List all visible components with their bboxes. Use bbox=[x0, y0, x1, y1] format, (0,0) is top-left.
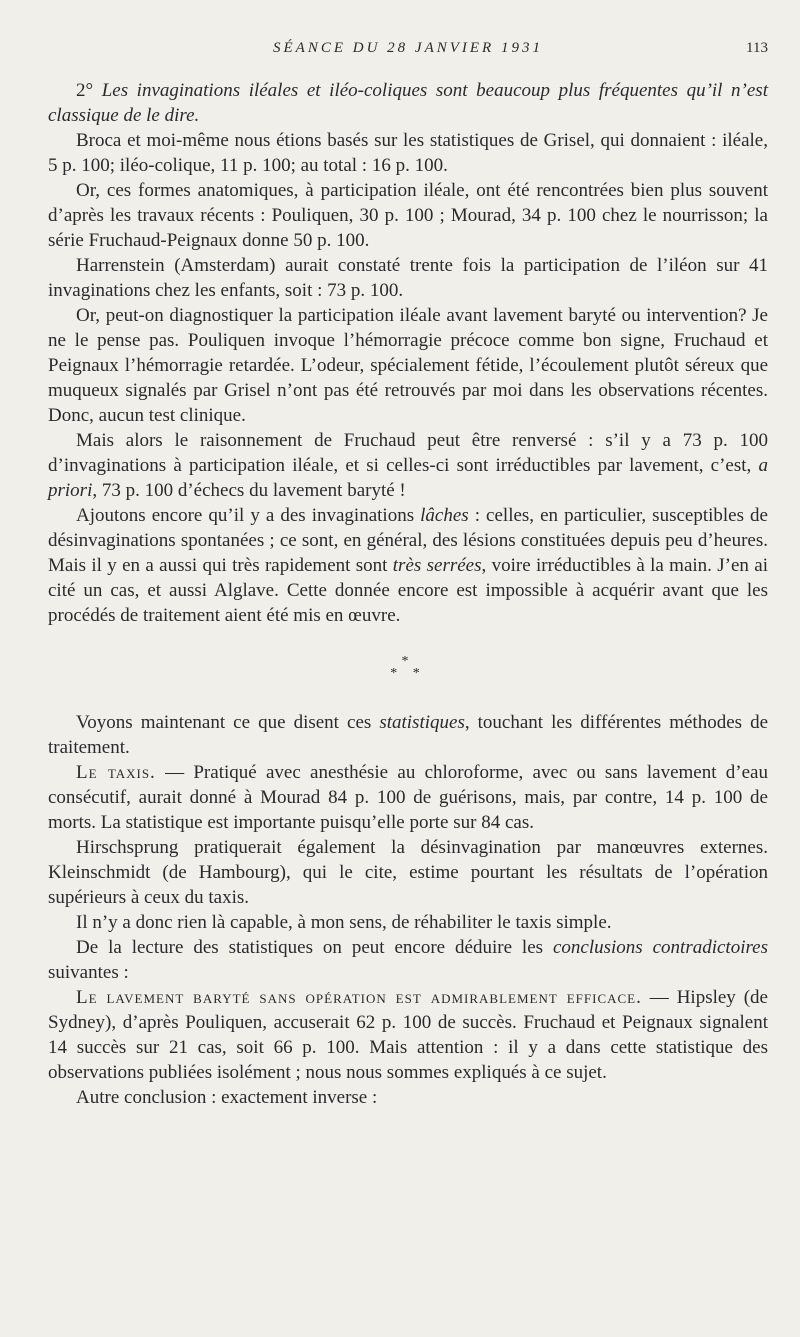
italic-statement: Les invaginations iléales et iléo-coliques sont beaucoup plus fréquentes qu’il n’est classique de le dire. bbox=[48, 80, 768, 126]
paragraph-statistiques bbox=[48, 710, 768, 760]
paragraph-raisonnement-fruchaud bbox=[48, 428, 768, 503]
asterism-top: * bbox=[401, 654, 415, 669]
asterism-bottom: * * bbox=[390, 666, 426, 681]
text-run: Voyons maintenant ce que disent ces bbox=[76, 712, 380, 733]
page-number: 113 bbox=[746, 40, 768, 56]
header-title: SÉANCE DU 28 JANVIER 1931 bbox=[273, 40, 543, 56]
text-run: suivantes : bbox=[48, 962, 129, 983]
text-run: Mais alors le raisonnement de Fruchaud peut être renversé : s’il y a 73 p. 100 d’invaginations à participation iléale, et si celles-ci sont irréductibles par lavement, c’est, bbox=[48, 430, 768, 476]
paragraph-invaginations-laches bbox=[48, 503, 768, 628]
smallcaps-lavement: Le lavement baryté sans opération est admirablement efficace. bbox=[76, 987, 642, 1008]
paragraph-hirschsprung: Hirschsprung pratiquerait également la désinvagination par manœuvres externes. Kleinschmidt (de Hambourg), qui le cite, estime pourtant les résultats de l’opération supérieurs à ceux du taxis. bbox=[48, 837, 768, 908]
list-number: 2° bbox=[76, 80, 102, 101]
italic-tres-serrees: très serrées bbox=[392, 555, 482, 576]
paragraph-formes-anatomiques: Or, ces formes anatomiques, à participation iléale, ont été rencontrées bien plus souvent d’après les travaux récents : Pouliquen, 30 p. 100 ; Mourad, 34 p. 100 chez le nourrisson; la série Fruchaud-Peignaux donne 50 p. 100. bbox=[48, 180, 768, 251]
paragraph-taxis-simple: Il n’y a donc rien là capable, à mon sens, de réhabiliter le taxis simple. bbox=[76, 912, 612, 933]
paragraph-autre-conclusion: Autre conclusion : exactement inverse : bbox=[76, 1087, 378, 1108]
running-header bbox=[48, 40, 768, 66]
text-run: , voire irréductibles à la main. J’en ai cité un cas, et aussi Alglave. Cette donnée encore est impossible à acquérir avant que les procédés de traitement aient été mis en œuvre. bbox=[48, 555, 768, 626]
paragraph-conclusions bbox=[48, 935, 768, 985]
text-run: Ajoutons encore qu’il y a des invaginations bbox=[76, 505, 421, 526]
text-run: , touchant les différentes méthodes de traitement. bbox=[48, 712, 769, 758]
paragraph-diagnostic: Or, peut-on diagnostiquer la participation iléale avant lavement baryté ou intervention? Je ne le pense pas. Pouliquen invoque l’hémorragie précoce comme bon signe, Fruchaud et Peignaux l’hémorragie retardée. L’odeur, spécialement fétide, l’écoulement plutôt séreux que muqueux signalés par Grisel n’ont pas été retrouvés par moi dans les observations récentes. Donc, aucun test clinique. bbox=[48, 305, 768, 426]
italic-conclusions: conclusions contradictoires bbox=[552, 937, 768, 958]
paragraph-harrenstein: Harrenstein (Amsterdam) aurait constaté trente fois la participation de l’iléon sur 41 invaginations chez les enfants, soit : 73 p. 100. bbox=[48, 255, 768, 301]
text-run: , 73 p. 100 d’échecs du lavement baryté ! bbox=[92, 480, 406, 501]
italic-statistiques: statistiques bbox=[379, 712, 465, 733]
paragraph-lavement-baryte bbox=[48, 985, 768, 1085]
text-run: : celles, en particulier, susceptibles de désinvaginations spontanées ; ce sont, en général, des lésions constituées depuis peu d’heures. Mais il y en a aussi qui très rapidement sont bbox=[48, 505, 768, 576]
text-run: — Hipsley (de Sydney), d’après Pouliquen, accuserait 62 p. 100 de succès. Fruchaud et Peignaux signalent 14 succès sur 21 cas, soit 66 p. 100. Mais attention : il y a dans cette statistique des observations publiées isolément ; nous nous sommes expliqués à ce sujet. bbox=[48, 987, 768, 1083]
text-run: De la lecture des statistiques on peut encore déduire les bbox=[76, 937, 553, 958]
section-asterism bbox=[48, 656, 768, 680]
italic-a-priori: a priori bbox=[48, 455, 768, 501]
paragraph-invaginations-ileales bbox=[48, 78, 768, 128]
smallcaps-le-taxis: Le taxis. bbox=[76, 762, 156, 783]
paragraph-broca-grisel: Broca et moi-même nous étions basés sur les statistiques de Grisel, qui donnaient : iléale, 5 p. 100; iléo-colique, 11 p. 100; au total : 16 p. 100. bbox=[48, 130, 768, 176]
paragraph-le-taxis bbox=[48, 760, 768, 835]
italic-laches: lâches bbox=[420, 505, 469, 526]
body-text bbox=[48, 78, 768, 1110]
text-run: — Pratiqué avec anesthésie au chloroforme, avec ou sans lavement d’eau consécutif, aurait donné à Mourad 84 p. 100 de guérisons, mais, par contre, 14 p. 100 de morts. La statistique est importante puisqu’elle porte sur 84 cas. bbox=[48, 762, 768, 833]
